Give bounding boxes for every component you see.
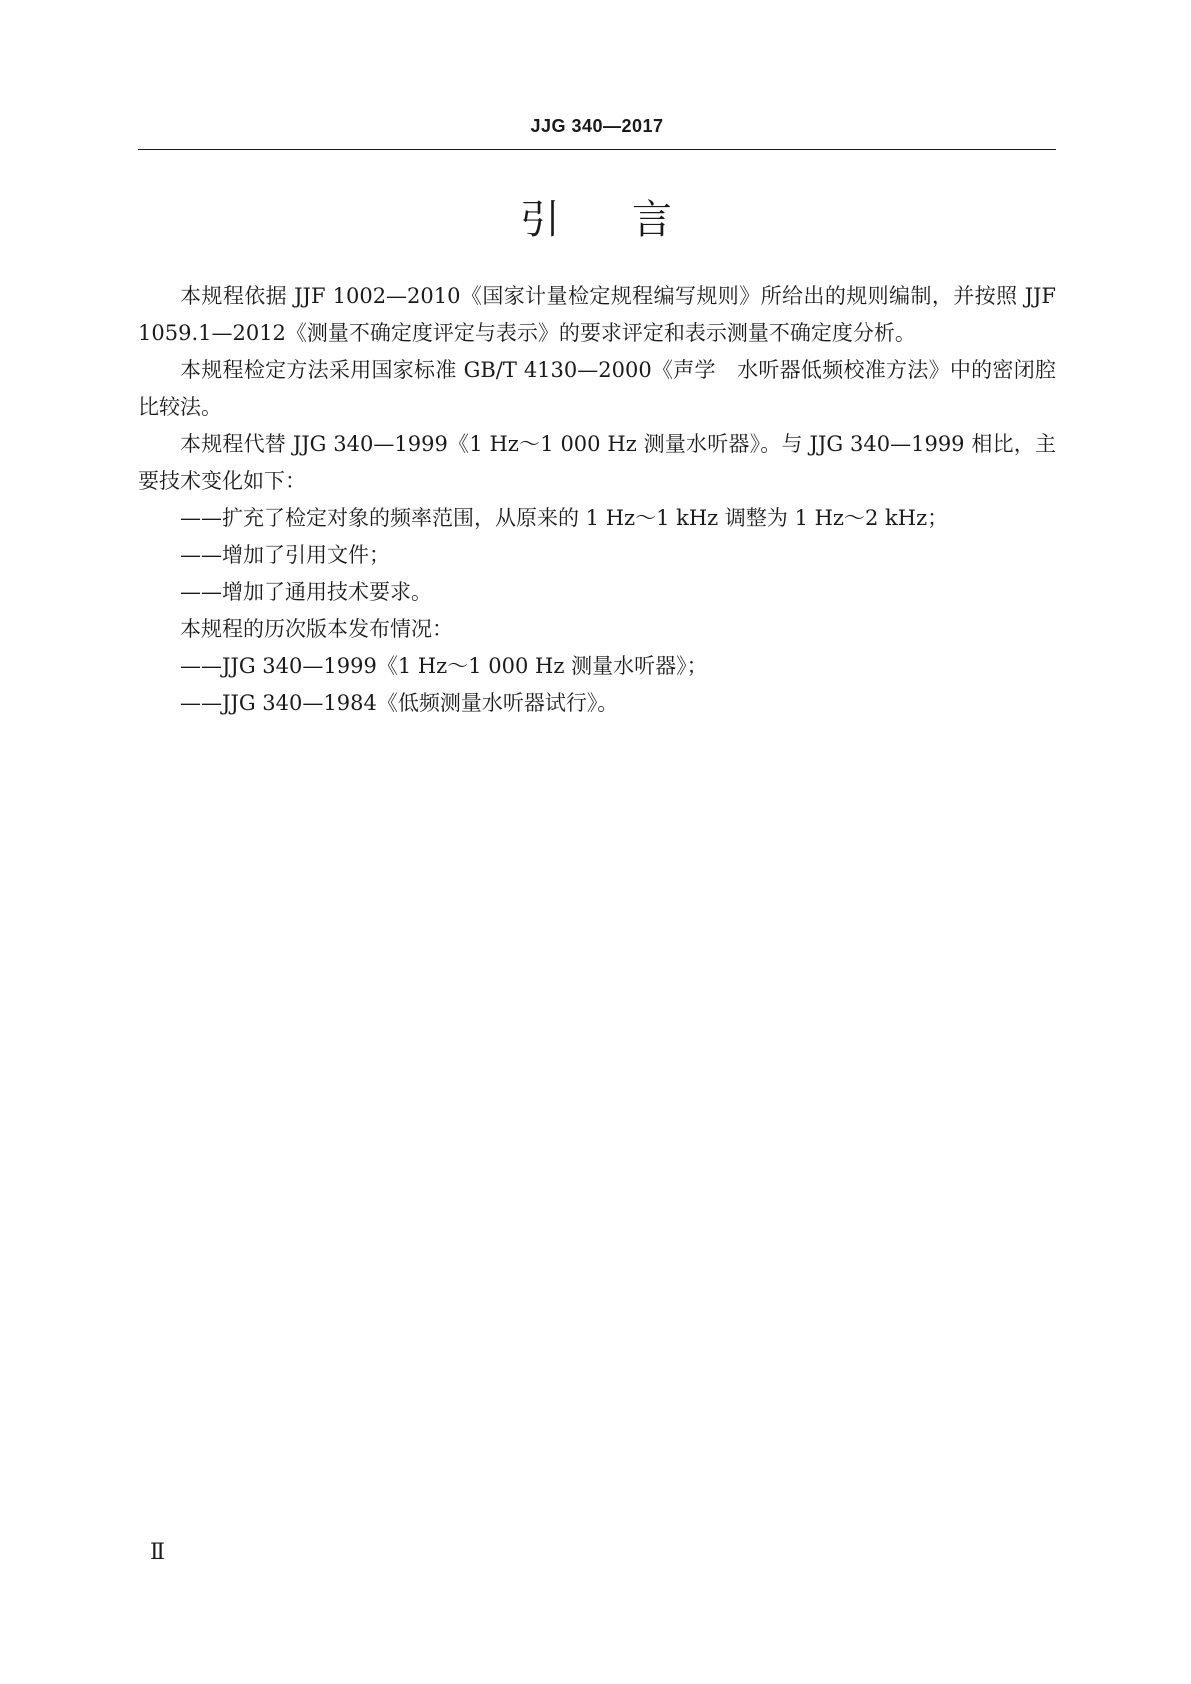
history-item: ——JJG 340—1999《1 Hz～1 000 Hz 测量水听器》； xyxy=(180,654,708,678)
history-intro: 本规程的历次版本发布情况： xyxy=(180,617,453,641)
page-title xyxy=(138,196,1056,244)
change-item: ——增加了通用技术要求。 xyxy=(180,580,432,604)
body-text xyxy=(138,278,1056,722)
page-number: Ⅱ xyxy=(150,1540,165,1565)
header-divider xyxy=(138,149,1056,150)
title-char-2: 言 xyxy=(632,197,674,243)
change-item: ——扩充了检定对象的频率范围，从原来的 1 Hz～1 kHz 调整为 1 Hz～2 kHz； xyxy=(180,506,949,530)
title-char-1: 引 xyxy=(520,197,562,243)
change-item: ——增加了引用文件； xyxy=(180,543,390,567)
paragraph-replacement: 本规程代替 JJG 340—1999《1 Hz～1 000 Hz 测量水听器》。与 JJG 340—1999 相比，主要技术变化如下： xyxy=(138,432,1056,493)
paragraph-basis: 本规程依据 JJF 1002—2010《国家计量检定规程编写规则》所给出的规则编制，并按照 JJF 1059.1—2012《测量不确定度评定与表示》的要求评定和表示测量不确定度分析。 xyxy=(138,284,1056,345)
page-header-code: JJG 340—2017 xyxy=(530,116,664,136)
paragraph-method: 本规程检定方法采用国家标准 GB/T 4130—2000《声学 水听器低频校准方法》中的密闭腔比较法。 xyxy=(138,358,1056,419)
history-item: ——JJG 340—1984《低频测量水听器试行》。 xyxy=(180,691,619,715)
